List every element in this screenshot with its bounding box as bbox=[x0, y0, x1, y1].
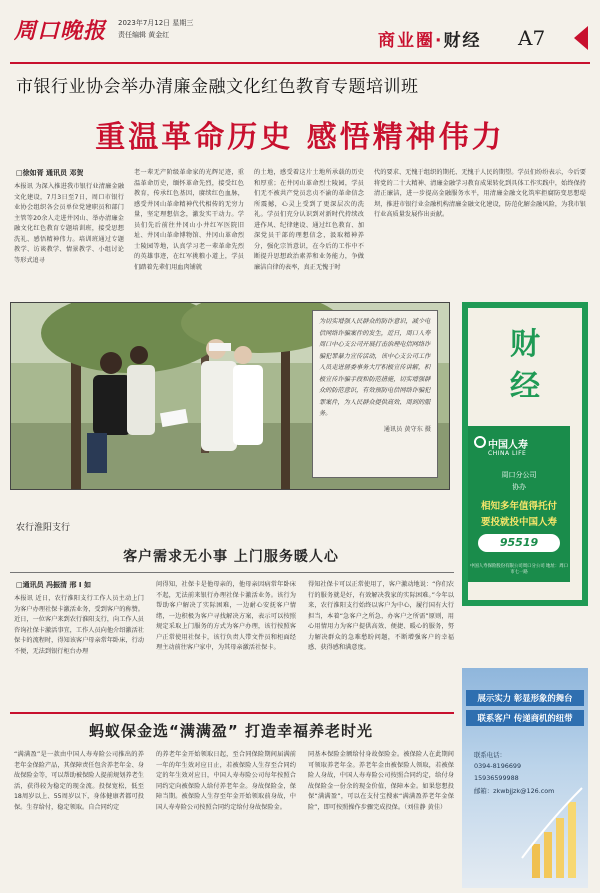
corner-arrow-icon bbox=[574, 26, 588, 50]
china-life-name: 中国人寿 bbox=[488, 440, 528, 451]
editor-credit: 责任编辑 黄金红 bbox=[118, 31, 170, 39]
china-life-ad bbox=[462, 302, 588, 606]
china-life-hotline: 95519 bbox=[478, 534, 560, 552]
article1-column-3: 的土地，感受着这片土地所承载的历史和厚重；在井冈山革命烈士陵园，学员们无不被共产党员忠贞不渝的革命信念所震撼，心灵上受到了更深层次的洗礼。学员们充分认识到对新时代持续改进作风、纪律建设、通过红色教育、加深党员干部的理想信念，汲取精神养分，强化宗旨意识，在今后的工作中不断提升思想政治素养和业务能力，争做廉洁自律的表率，真正无愧于时 bbox=[254, 169, 364, 271]
article1-kicker: 市银行业协会举办清廉金融文化红色教育专题培训班 bbox=[16, 77, 419, 97]
article3-column-3: 同基本保险金额给付身故保险金。被保险人在此期间可领取养老年金。养老年金由被保险人领取，若被保险人身故，中国人寿寿险公司按照合同约定，给付身故保险金一份余的现金价值，保障本金。如果您想投保“满满盈”，可以在支付宝搜索“满满盈养老年金保险”，即可按照操作步骤完成投保。（刘佳静 黄佳） bbox=[308, 751, 454, 811]
section-sub-label: 财经 bbox=[443, 31, 482, 51]
newspaper-logo: 周口晚报 bbox=[14, 18, 107, 44]
article3-column-1: “满满盈”是一款由中国人寿寿险公司推出的养老年金保险产品，其保障责任包含养老年金、身故保险金等，可以帮助被保险人提前规划养老生活，获得较为稳定的现金流。投保宽松，低至18周岁以上、55周岁以下，身体健康者都可投保。生存给付，稳定领取。自合同约定 bbox=[14, 751, 144, 811]
article1-headline: 重温革命历史 感悟精神伟力 bbox=[95, 120, 505, 155]
masthead bbox=[0, 0, 600, 60]
ad-contact-label: 联系电话： bbox=[474, 751, 506, 759]
china-life-slogan-2: 要投就投中国人寿 bbox=[480, 517, 557, 528]
china-life-assist: 协办 bbox=[512, 483, 526, 491]
article2-column-2: 问得知，社保卡是他母亲的，他母亲因病常年卧床不起，无法前来银行办理社保卡激活业务。该行为帮助客户解决了实际困难，一边耐心安抚客户情绪，一边积极为客户寻找解决方案，表示可以按照规定采取上门服务的方式为客户办理，该行按照客户正常使用社保卡，该行负责人带文件员和柜面经理主动前往客户家中，为其母亲激活社保卡。 bbox=[156, 581, 296, 651]
ad-line-1: 展示实力 彰显形象的舞台 bbox=[466, 690, 584, 706]
china-life-slogan-1: 相知多年值得托付 bbox=[480, 501, 557, 512]
article1-column-4: 代的要求、无愧于组织的期托、无愧于人民的期望。学员们纷纷表示，今后要将党的二十大精神、清廉金融学习教育成果转化到具体工作实践中，始终保持清正廉洁，进一步提高金融服务水平，用清廉金融文化筑牢拒腐防变思想堤坝，推进市银行业金融机构清廉金融文化建设，防范化解金融风险，为我市银行业高质量发展作出贡献。 bbox=[374, 169, 586, 218]
photo-credit: 通讯员 黄守东 摄 bbox=[383, 425, 431, 433]
section-dot: · bbox=[435, 31, 444, 51]
ad-title bbox=[468, 324, 582, 408]
section-title bbox=[378, 26, 481, 51]
issue-date: 2023年7月12日 星期三 bbox=[118, 19, 194, 27]
article1-byline: □徐如胥 通讯员 邓贺 bbox=[16, 169, 84, 177]
china-life-name-en: CHINA LIFE bbox=[488, 450, 527, 457]
article1-column-2: 老一辈无产阶级革命家的光辉足迹，重温革命历史，缅怀革命先烈，接受红色教育，传承红色基因，赓续红色血脉，感受井冈山革命精神代代相传的无穷力量，坚定理想信念，激发实干动力。学员们先后前往井冈山小井红军医院旧址、井冈山革命博物馆、井冈山革命烈士陵园等地，认真学习老一辈革命先烈的英雄事迹，在红军挑粮小道上，学员们踏着先辈们用血肉铺就 bbox=[134, 169, 244, 271]
ad-title-char-2: 经 bbox=[510, 369, 540, 404]
article2-column-1: 本报讯 近日，农行淮阳支行工作人员主动上门为客户办理社保卡激活业务，受到客户的称赞。近日，一位客户来到农行淮阳支行，向工作人员咨询社保卡激活事宜，工作人员向他介绍激活社保卡的流程时，得知该客户母亲常年卧床，行动不便，无法到银行柜台办理 bbox=[14, 595, 144, 655]
ad-email: 邮箱：zkwbjjzk@126.com bbox=[474, 787, 555, 795]
photo-caption bbox=[312, 310, 438, 478]
ad-phone-1: 0394-8196699 bbox=[474, 762, 522, 770]
article3-headline: 蚂蚁保金选“满满盈” 打造幸福养老时光 bbox=[89, 722, 373, 740]
article2-tag: 农行淮阳支行 bbox=[16, 523, 71, 533]
page-number: A7 bbox=[518, 26, 546, 50]
ad-title-char-1: 财 bbox=[510, 327, 540, 362]
section-label: 商业圈 bbox=[378, 31, 435, 51]
masthead-rule bbox=[10, 62, 590, 64]
photo-caption-text: 为切实增强人民群众的防诈意识，减少电信网络诈骗案件的发生，近日，周口人寿周口中心支公司开展打击治理电信网络诈骗犯罪暴力宣传活动，该中心支公司工作人员走进居委事务大厅积极宣传讲解，积极宣传诈骗手段和防范措施，切实增强群众的防范意识，有效预防电信网络诈骗犯罪案件，为人民群众提供高效、周到的服务。 bbox=[319, 318, 431, 417]
article3-rule bbox=[10, 712, 454, 714]
article2-column-3: 得知社保卡可以正常使用了，客户激动地说：“你们农行的服务就是好，有效解决我家的实际困难。”今年以来，农行淮阳支行始终以客户为中心，履行国有大行担当，本着“急客户之所急，办客户之所需”原则，用心用情用力为客户提供高效、便捷、暖心的服务，努力解决群众的急难愁盼问题，不断增强客户的幸福感、获得感和满意度。 bbox=[308, 581, 454, 651]
article2-rule bbox=[10, 572, 454, 573]
bar-graphic-icon bbox=[462, 668, 588, 888]
advertising-ad bbox=[462, 668, 588, 888]
article2-byline: □通讯员 冯振清 邢 I 如 bbox=[16, 581, 91, 589]
china-life-branch: 周口分公司 bbox=[501, 471, 537, 479]
article2-headline: 客户需求无小事 上门服务暖人心 bbox=[123, 549, 339, 565]
article3-column-2: 的养老年金开始领取日起，至合同保险期间届满前一年的年生效对应日止，若被保险人生存至合同约定的年生效对应日，中国人寿寿险公司每年按照合同约定向被保险人给付养老年金。身故保险金，保障当期。被保险人生存至年金开始领取前身故，中国人寿寿险公司按照合同约定给付身故保险金。 bbox=[156, 751, 296, 811]
china-life-fine-print: 中国人寿保险股份有限公司周口分公司 地址：周口市七一路 bbox=[470, 564, 568, 575]
article1-column-1: 本报讯 为深入推进我市银行业清廉金融文化建设，7月3日至7日，周口市银行业协会组织各会员单位党建职员和部门主管等20余人走进井冈山、举办清廉金融文化红色教育专题培训班，接受思想洗礼、感悟精神伟力。培训班通过专题教学、访谈教学、情景教学、小组讨论等形式追寻 bbox=[14, 183, 124, 264]
ad-phone-2: 15936599988 bbox=[474, 774, 519, 782]
china-life-logo-icon bbox=[474, 436, 486, 448]
ad-line-2: 联系客户 传递商机的纽带 bbox=[466, 710, 584, 726]
